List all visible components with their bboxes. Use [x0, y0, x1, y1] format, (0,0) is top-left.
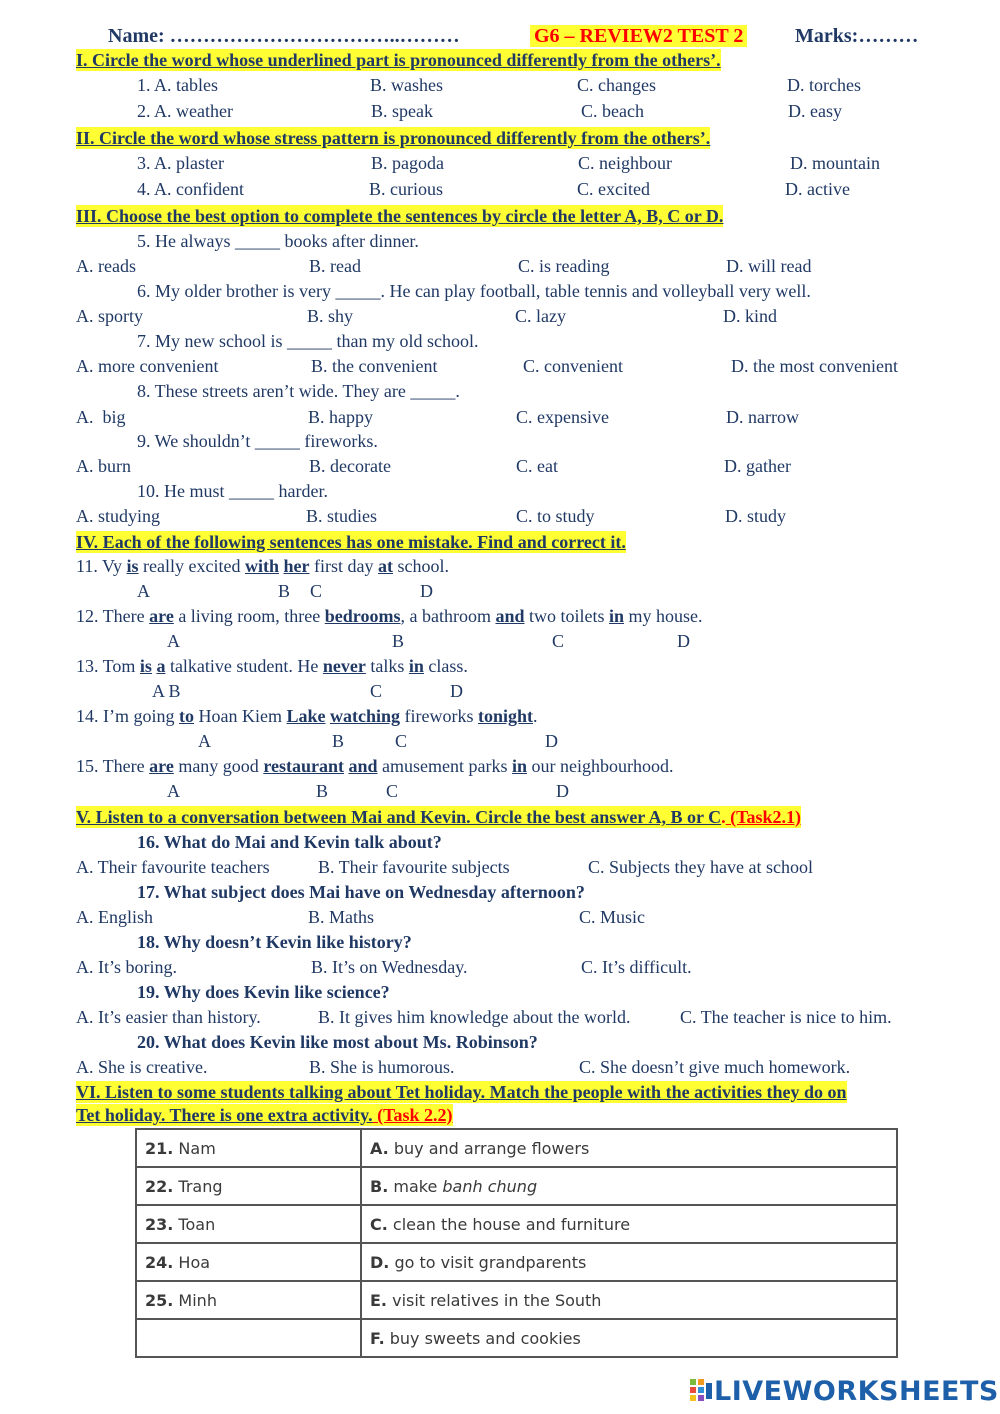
option-letter: D — [556, 781, 569, 801]
section-4-heading: IV. Each of the following sentences has one mistake. Find and correct it. — [76, 532, 626, 552]
option[interactable]: B. curious — [369, 179, 443, 199]
underlined-option[interactable]: in — [511, 756, 527, 776]
section-3-heading: III. Choose the best option to complete the sentences by circle the letter A, B, C or D. — [76, 206, 724, 226]
option[interactable]: C. Subjects they have at school — [588, 857, 813, 877]
underlined-option[interactable]: in — [408, 656, 424, 676]
person-cell[interactable]: 25. Minh — [136, 1281, 361, 1319]
option[interactable]: C. The teacher is nice to him. — [680, 1007, 892, 1027]
underlined-option[interactable]: tonight — [478, 706, 534, 726]
underlined-option[interactable]: restaurant — [263, 756, 344, 776]
option[interactable]: C. beach — [581, 101, 644, 121]
option[interactable]: 1. A. tables — [137, 75, 218, 95]
option[interactable]: B. She is humorous. — [309, 1057, 455, 1077]
section-5-heading: V. Listen to a conversation between Mai and Kevin. Circle the best answer A, B or C. (Task2.1) — [76, 807, 802, 827]
option[interactable]: 3. A. plaster — [137, 153, 224, 173]
option[interactable]: C. changes — [577, 75, 656, 95]
error-sentence: 15. There are many good restaurant and amusement parks in our neighbourhood. — [76, 756, 674, 776]
person-cell — [136, 1319, 361, 1357]
option[interactable]: A. burn — [76, 456, 131, 476]
section-2-heading: II. Circle the word whose stress pattern is pronounced differently from the others’. — [76, 128, 711, 148]
option[interactable]: A. It’s boring. — [76, 957, 177, 977]
underlined-option[interactable]: her — [283, 556, 310, 576]
option[interactable]: A. English — [76, 907, 154, 927]
option[interactable]: C. It’s difficult. — [581, 957, 692, 977]
option[interactable]: B. It gives him knowledge about the world. — [318, 1007, 631, 1027]
liveworksheets-logo[interactable]: LIVEWORKSHEETS — [690, 1376, 999, 1407]
option[interactable]: C. is reading — [518, 256, 610, 276]
underlined-option[interactable]: are — [149, 606, 174, 626]
option[interactable]: D. mountain — [790, 153, 880, 173]
section-6-heading-cont: Tet holiday. There is one extra activity. (Task 2.2) — [76, 1105, 453, 1125]
section-6-heading: VI. Listen to some students talking about Tet holiday. Match the people with the activities they do on — [76, 1082, 847, 1102]
logo-grid-icon — [690, 1379, 712, 1403]
option-letter: A — [167, 631, 180, 651]
option[interactable]: B. washes — [370, 75, 443, 95]
option-letter: D — [450, 681, 463, 701]
test-title: G6 – REVIEW2 TEST 2 — [530, 25, 747, 47]
activity-cell[interactable]: C. clean the house and furniture — [361, 1205, 897, 1243]
underlined-option[interactable]: at — [377, 556, 393, 576]
option[interactable]: A. studying — [76, 506, 161, 526]
option[interactable]: D. the most convenient — [731, 356, 898, 376]
underlined-option[interactable]: and — [495, 606, 525, 626]
option-letter: C — [395, 731, 408, 751]
question-stem: 5. He always _____ books after dinner. — [137, 231, 419, 251]
activity-cell[interactable]: E. visit relatives in the South — [361, 1281, 897, 1319]
option[interactable]: C. to study — [516, 506, 595, 526]
underlined-option[interactable]: is — [139, 656, 152, 676]
question-stem: 10. He must _____ harder. — [137, 481, 328, 501]
option[interactable]: A. sporty — [76, 306, 143, 326]
error-sentence: 11. Vy is really excited with her first day at school. — [76, 556, 449, 576]
question-stem: 19. Why does Kevin like science? — [137, 982, 390, 1002]
option[interactable]: D. gather — [724, 456, 791, 476]
option-letter: D — [420, 581, 433, 601]
option[interactable]: C. expensive — [516, 407, 609, 427]
option-letter: C — [370, 681, 383, 701]
underlined-option[interactable]: is — [126, 556, 139, 576]
option-letter: A B — [152, 681, 181, 701]
name-field[interactable]: Name: ……………………………..……… — [108, 25, 460, 47]
question-stem: 17. What subject does Mai have on Wednesday afternoon? — [137, 882, 585, 902]
marks-field[interactable]: Marks:……… — [795, 25, 919, 47]
option[interactable]: D. study — [725, 506, 787, 526]
option[interactable]: D. active — [785, 179, 850, 199]
option[interactable]: B. decorate — [309, 456, 391, 476]
option[interactable]: A. Their favourite teachers — [76, 857, 270, 877]
table-row — [136, 1167, 897, 1205]
option[interactable]: B. Their favourite subjects — [318, 857, 510, 877]
option[interactable]: B. It’s on Wednesday. — [311, 957, 468, 977]
underlined-option[interactable]: in — [608, 606, 624, 626]
option-letter: A — [198, 731, 211, 751]
option[interactable]: A. big — [76, 407, 126, 427]
option[interactable]: D. torches — [787, 75, 861, 95]
option[interactable]: A. reads — [76, 256, 136, 276]
option-letter: B — [332, 731, 345, 751]
underlined-option[interactable]: are — [149, 756, 174, 776]
table-row — [136, 1243, 897, 1281]
activity-cell[interactable]: D. go to visit grandparents — [361, 1243, 897, 1281]
question-stem: 6. My older brother is very _____. He can play football, table tennis and volleyball very well. — [137, 281, 811, 301]
option[interactable]: B. studies — [306, 506, 378, 526]
question-stem: 9. We shouldn’t _____ fireworks. — [137, 431, 378, 451]
option-letter: B — [278, 581, 291, 601]
option[interactable]: B. shy — [307, 306, 354, 326]
option[interactable]: D. kind — [723, 306, 777, 326]
option[interactable]: B. happy — [308, 407, 373, 427]
option[interactable]: A. more convenient — [76, 356, 219, 376]
option[interactable]: C. excited — [577, 179, 650, 199]
person-cell[interactable]: 21. Nam — [136, 1129, 361, 1167]
question-stem: 20. What does Kevin like most about Ms. Robinson? — [137, 1032, 538, 1052]
activity-cell[interactable]: A. buy and arrange flowers — [361, 1129, 897, 1167]
table-row — [136, 1129, 897, 1167]
option-letter: C — [552, 631, 565, 651]
error-sentence: 13. Tom is a talkative student. He never talks in class. — [76, 656, 468, 676]
option[interactable]: B. speak — [371, 101, 433, 121]
person-cell[interactable]: 23. Toan — [136, 1205, 361, 1243]
activity-cell[interactable]: B. make banh chung — [361, 1167, 897, 1205]
option[interactable]: B. read — [309, 256, 361, 276]
error-sentence: 14. I’m going to Hoan Kiem Lake watching fireworks tonight. — [76, 706, 538, 726]
underlined-option[interactable]: with — [244, 556, 279, 576]
underlined-option[interactable]: and — [348, 756, 378, 776]
option-letter: D — [677, 631, 690, 651]
option[interactable]: B. pagoda — [371, 153, 444, 173]
option-letter: B — [392, 631, 405, 651]
option[interactable]: C. neighbour — [578, 153, 672, 173]
option[interactable]: B. the convenient — [311, 356, 438, 376]
option[interactable]: A. She is creative. — [76, 1057, 208, 1077]
activity-cell[interactable]: F. buy sweets and cookies — [361, 1319, 897, 1357]
option-letter: C — [310, 581, 323, 601]
option[interactable]: 2. A. weather — [137, 101, 233, 121]
option[interactable]: B. Maths — [308, 907, 375, 927]
option[interactable]: C. Music — [579, 907, 646, 927]
option-letter: D — [545, 731, 558, 751]
underlined-option[interactable]: to — [179, 706, 194, 726]
option[interactable]: C. She doesn’t give much homework. — [579, 1057, 851, 1077]
option[interactable]: 4. A. confident — [137, 179, 244, 199]
option[interactable]: D. easy — [788, 101, 842, 121]
option[interactable]: C. convenient — [523, 356, 623, 376]
underlined-option[interactable]: bedrooms — [324, 606, 401, 626]
underlined-option[interactable]: a — [156, 656, 166, 676]
section-1-heading: I. Circle the word whose underlined part is pronounced differently from the others’. — [76, 50, 721, 70]
option[interactable]: A. It’s easier than history. — [76, 1007, 261, 1027]
table-row — [136, 1319, 897, 1357]
question-stem: 18. Why doesn’t Kevin like history? — [137, 932, 412, 952]
error-sentence: 12. There are a living room, three bedrooms, a bathroom and two toilets in my house. — [76, 606, 703, 626]
person-cell[interactable]: 22. Trang — [136, 1167, 361, 1205]
option-letter: C — [386, 781, 399, 801]
option-letter: A — [137, 581, 150, 601]
option-letter: A — [167, 781, 180, 801]
person-cell[interactable]: 24. Hoa — [136, 1243, 361, 1281]
matching-table — [135, 1128, 898, 1358]
option-letter: B — [316, 781, 329, 801]
option[interactable]: C. lazy — [515, 306, 566, 326]
question-stem: 7. My new school is _____ than my old school. — [137, 331, 479, 351]
table-row — [136, 1205, 897, 1243]
underlined-option[interactable]: Lake — [286, 706, 326, 726]
option[interactable]: D. narrow — [726, 407, 799, 427]
option[interactable]: D. will read — [726, 256, 812, 276]
table-row — [136, 1281, 897, 1319]
option[interactable]: C. eat — [516, 456, 558, 476]
underlined-option[interactable]: watching — [330, 706, 401, 726]
underlined-option[interactable]: never — [322, 656, 366, 676]
question-stem: 8. These streets aren’t wide. They are _____. — [137, 381, 460, 401]
question-stem: 16. What do Mai and Kevin talk about? — [137, 832, 442, 852]
